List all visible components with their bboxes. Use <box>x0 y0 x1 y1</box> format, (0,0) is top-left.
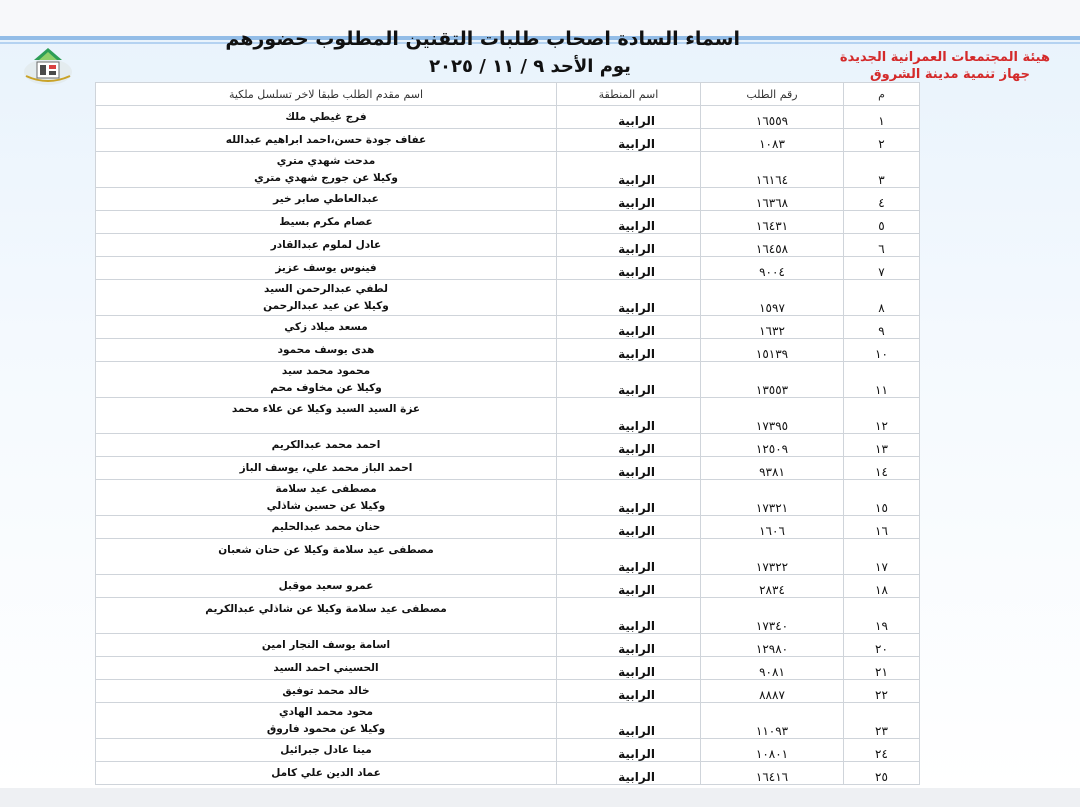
bottom-bar <box>0 788 1080 807</box>
applicant-name-line: مسعد ميلاد زكي <box>284 320 368 333</box>
table-row <box>96 634 920 657</box>
table-row <box>96 398 920 434</box>
table-row <box>96 280 920 316</box>
applicant-name-line: عصام مكرم بسيط <box>279 215 373 228</box>
organization-subname: جهاز تنمية مدينة الشروق <box>870 67 1030 82</box>
row-area: الرابية <box>557 211 701 234</box>
header-request: رقم الطلب <box>701 83 844 106</box>
applicants-table <box>95 82 920 785</box>
row-area: الرابية <box>557 129 701 152</box>
row-request-number: ١٥١٣٩ <box>701 339 844 362</box>
row-area: الرابية <box>557 362 701 398</box>
applicant-name-line: عادل لملوم عبدالقادر <box>270 238 382 251</box>
table-row <box>96 129 920 152</box>
row-area: الرابية <box>557 434 701 457</box>
row-area: الرابية <box>557 516 701 539</box>
row-number: ١٦ <box>844 516 920 539</box>
table-row <box>96 362 920 398</box>
row-applicant-name <box>96 211 557 234</box>
table-row <box>96 598 920 634</box>
row-number: ١٩ <box>844 598 920 634</box>
row-number: ٥ <box>844 211 920 234</box>
table-row <box>96 575 920 598</box>
table-row <box>96 739 920 762</box>
table-row <box>96 657 920 680</box>
row-number: ١٧ <box>844 539 920 575</box>
row-applicant-name <box>96 480 557 516</box>
applicant-name-line: فينوس يوسف عزيز <box>275 261 377 274</box>
row-applicant-name <box>96 680 557 703</box>
table-row <box>96 211 920 234</box>
applicant-name-line: اسامة يوسف النجار امين <box>261 638 391 651</box>
table-row <box>96 316 920 339</box>
row-area: الرابية <box>557 703 701 739</box>
table-row <box>96 188 920 211</box>
page-title: اسماء السادة اصحاب طلبات التقنين المطلوب حضورهم <box>225 28 740 50</box>
applicant-name-line: محود محمد الهادي <box>279 705 373 718</box>
table-row <box>96 434 920 457</box>
row-area: الرابية <box>557 762 701 785</box>
row-number: ٢٣ <box>844 703 920 739</box>
row-request-number: ١٢٩٨٠ <box>701 634 844 657</box>
table-row <box>96 539 920 575</box>
applicant-name-line: لطفي عبدالرحمن السيد <box>264 282 388 295</box>
row-number: ١ <box>844 106 920 129</box>
row-applicant-name <box>96 234 557 257</box>
row-area: الرابية <box>557 106 701 129</box>
row-area: الرابية <box>557 398 701 434</box>
row-applicant-name <box>96 339 557 362</box>
row-area: الرابية <box>557 575 701 598</box>
row-number: ١٠ <box>844 339 920 362</box>
row-number: ١٤ <box>844 457 920 480</box>
row-request-number: ٩٠٨١ <box>701 657 844 680</box>
row-applicant-name <box>96 398 557 434</box>
row-area: الرابية <box>557 598 701 634</box>
row-number: ٢٠ <box>844 634 920 657</box>
row-request-number: ١١٠٩٣ <box>701 703 844 739</box>
row-area: الرابية <box>557 188 701 211</box>
row-applicant-name <box>96 539 557 575</box>
row-request-number: ١٦٤٥٨ <box>701 234 844 257</box>
row-area: الرابية <box>557 316 701 339</box>
row-request-number: ١٧٣٩٥ <box>701 398 844 434</box>
row-number: ٣ <box>844 152 920 188</box>
row-applicant-name <box>96 657 557 680</box>
applicant-name-line: هدى يوسف محمود <box>277 343 375 356</box>
row-applicant-name <box>96 762 557 785</box>
applicant-name-line: عبدالعاطي صابر خير <box>273 192 379 205</box>
table-row <box>96 480 920 516</box>
row-request-number: ١٦٤٣١ <box>701 211 844 234</box>
row-area: الرابية <box>557 680 701 703</box>
row-applicant-name <box>96 362 557 398</box>
row-area: الرابية <box>557 634 701 657</box>
applicant-name-line: مدحت شهدي متري <box>276 154 376 167</box>
row-request-number: ١٧٣٤٠ <box>701 598 844 634</box>
row-area: الرابية <box>557 339 701 362</box>
applicant-name-line: الحسيني احمد السيد <box>273 661 379 674</box>
table-row <box>96 762 920 785</box>
row-area: الرابية <box>557 257 701 280</box>
row-number: ٢٥ <box>844 762 920 785</box>
row-applicant-name <box>96 598 557 634</box>
row-area: الرابية <box>557 657 701 680</box>
row-applicant-name <box>96 739 557 762</box>
row-number: ٢١ <box>844 657 920 680</box>
row-request-number: ٢٨٣٤ <box>701 575 844 598</box>
applicant-name-line: عماد الدين علي كامل <box>271 766 381 779</box>
row-applicant-name <box>96 634 557 657</box>
row-request-number: ١٦٣٦٨ <box>701 188 844 211</box>
table-row <box>96 703 920 739</box>
table-row <box>96 152 920 188</box>
row-applicant-name <box>96 106 557 129</box>
header-name: اسم مقدم الطلب طبقا لاخر تسلسل ملكية <box>96 83 557 106</box>
row-number: ٢٤ <box>844 739 920 762</box>
row-number: ١٣ <box>844 434 920 457</box>
applicant-name-line: مصطفى عيد سلامة <box>275 482 377 495</box>
row-number: ١٥ <box>844 480 920 516</box>
row-request-number: ١٧٣٢١ <box>701 480 844 516</box>
applicant-name-line: احمد محمد عبدالكريم <box>271 438 381 451</box>
row-number: ١١ <box>844 362 920 398</box>
row-applicant-name <box>96 280 557 316</box>
row-applicant-name <box>96 703 557 739</box>
row-applicant-name <box>96 152 557 188</box>
applicant-name-line: وكيلا عن مخاوف محم <box>270 381 382 394</box>
row-request-number: ١٢٥٠٩ <box>701 434 844 457</box>
row-number: ٩ <box>844 316 920 339</box>
row-request-number: ١٧٣٢٢ <box>701 539 844 575</box>
header-num: م <box>844 83 920 106</box>
applicant-name-line: وكيلا عن محمود فاروق <box>266 722 386 735</box>
applicant-name-line: عفاف جودة حسن،احمد ابراهيم عبدالله <box>225 133 427 146</box>
applicant-name-line: وكيلا عن جورج شهدي متري <box>254 171 398 184</box>
organization-name: هيئة المجتمعات العمرانية الجديدة <box>839 50 1050 65</box>
applicant-name-line: مصطفى عيد سلامة وكيلا عن حنان شعبان <box>218 544 434 556</box>
row-request-number: ٩٣٨١ <box>701 457 844 480</box>
table-row <box>96 339 920 362</box>
organization-logo-icon <box>20 42 76 88</box>
row-number: ١٢ <box>844 398 920 434</box>
row-number: ٧ <box>844 257 920 280</box>
date-line: يوم الأحد ٩ / ١١ / ٢٠٢٥ <box>429 56 631 77</box>
row-number: ٢٢ <box>844 680 920 703</box>
applicant-name-line: عزة السيد السيد وكيلا عن علاء محمد <box>231 403 421 415</box>
row-number: ٨ <box>844 280 920 316</box>
row-request-number: ١٦٠٦ <box>701 516 844 539</box>
row-applicant-name <box>96 316 557 339</box>
row-area: الرابية <box>557 457 701 480</box>
row-request-number: ١٦٥٥٩ <box>701 106 844 129</box>
row-request-number: ١٠٨٠١ <box>701 739 844 762</box>
applicant-name-line: احمد الباز محمد علي، يوسف الباز <box>239 461 413 474</box>
row-applicant-name <box>96 434 557 457</box>
applicant-name-line: فرج غيطي ملك <box>285 110 367 123</box>
row-area: الرابية <box>557 234 701 257</box>
row-request-number: ١٥٩٧ <box>701 280 844 316</box>
row-applicant-name <box>96 129 557 152</box>
table-body <box>96 106 920 785</box>
table-row <box>96 457 920 480</box>
row-applicant-name <box>96 575 557 598</box>
applicant-name-line: مينا عادل جبرائيل <box>280 743 372 756</box>
row-request-number: ١٦٤١٦ <box>701 762 844 785</box>
row-area: الرابية <box>557 739 701 762</box>
row-applicant-name <box>96 257 557 280</box>
row-area: الرابية <box>557 480 701 516</box>
row-number: ١٨ <box>844 575 920 598</box>
table-header-row <box>96 83 920 106</box>
applicant-name-line: مصطفى عيد سلامة وكيلا عن شاذلي عبدالكريم <box>205 603 447 615</box>
table-row <box>96 257 920 280</box>
applicant-name-line: وكيلا عن عيد عبدالرحمن <box>263 299 389 312</box>
header-area: اسم المنطقة <box>557 83 701 106</box>
row-number: ٦ <box>844 234 920 257</box>
applicant-name-line: خالد محمد توفيق <box>282 684 370 697</box>
applicant-name-line: وكيلا عن حسين شاذلي <box>266 499 386 512</box>
row-number: ٤ <box>844 188 920 211</box>
row-request-number: ١٣٥٥٣ <box>701 362 844 398</box>
row-number: ٢ <box>844 129 920 152</box>
applicant-name-line: عمرو سعيد موقبل <box>278 579 374 592</box>
row-request-number: ٩٠٠٤ <box>701 257 844 280</box>
table-row <box>96 234 920 257</box>
row-applicant-name <box>96 188 557 211</box>
row-applicant-name <box>96 516 557 539</box>
row-request-number: ١٦٣٢ <box>701 316 844 339</box>
applicant-name-line: محمود محمد سيد <box>281 364 371 377</box>
row-area: الرابية <box>557 152 701 188</box>
row-applicant-name <box>96 457 557 480</box>
table-row <box>96 106 920 129</box>
applicant-name-line: حنان محمد عبدالحليم <box>271 520 381 533</box>
row-area: الرابية <box>557 280 701 316</box>
row-request-number: ١٠٨٣ <box>701 129 844 152</box>
table-row <box>96 516 920 539</box>
row-area: الرابية <box>557 539 701 575</box>
row-request-number: ١٦١٦٤ <box>701 152 844 188</box>
table-row <box>96 680 920 703</box>
row-request-number: ٨٨٨٧ <box>701 680 844 703</box>
